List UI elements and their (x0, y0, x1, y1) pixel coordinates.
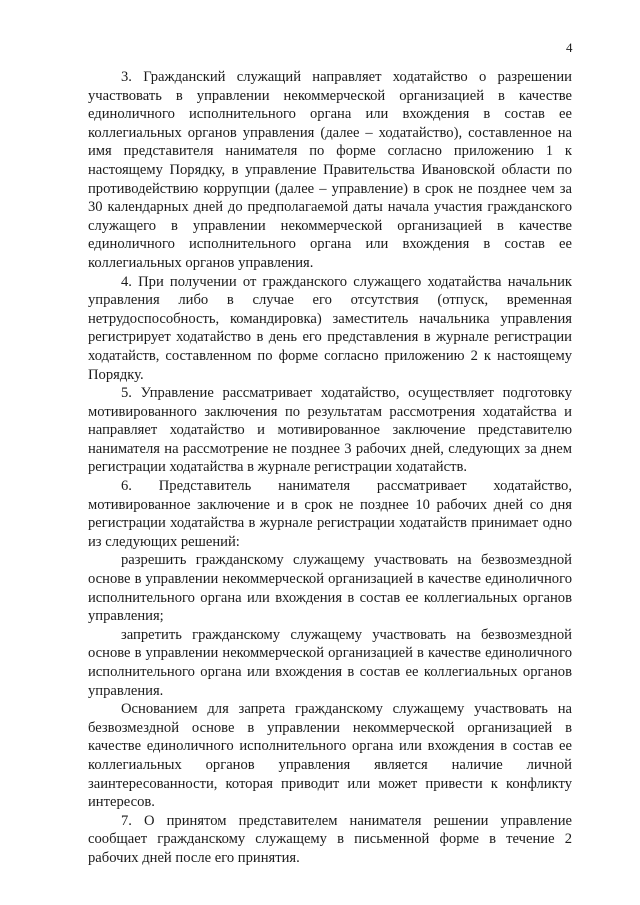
decision-option-allow: разрешить гражданскому служащему участвовать на безвозмездной основе в управлении некоммерческой организацией в качестве единоличного исполнительного органа или вхождения в состав ее коллегиальных органов управления; (88, 552, 572, 625)
paragraph-item-6: 6. Представитель нанимателя рассматривает ходатайство, мотивированное заключение и в срок не позднее 10 рабочих дней со дня регистрации ходатайства в журнале регистрации ходатайств принимает одно из следующих решений: (88, 478, 572, 550)
paragraph-item-3: 3. Гражданский служащий направляет ходатайство о разрешении участвовать в управлении некоммерческой организацией в качестве единоличного исполнительного органа или вхождения в состав ее коллегиальных органов управления (далее – ходатайство), составленное на имя представителя нанимателя по форме согласно приложению 1 к настоящему Порядку, в управление Правительства Ивановской области по противодействию коррупции (далее – управление) в срок не позднее чем за 30 календарных дней до предполагаемой даты начала участия гражданского служащего в управлении некоммерческой организацией в качестве единоличного исполнительного органа или вхождения в состав ее коллегиальных органов управления. (88, 69, 572, 271)
decision-option-deny: запретить гражданскому служащему участвовать на безвозмездной основе в управлении некоммерческой организацией в качестве единоличного исполнительного органа или вхождения в состав ее коллегиальных органов управления. (88, 626, 572, 699)
paragraph-item-4: 4. При получении от гражданского служащего ходатайства начальник управления либо в случае его отсутствия (отпуск, временная нетрудоспособность, командировка) заместитель начальника управления регистрирует ходатайство в день его представления в журнале регистрации ходатайств, составленном по форме согласно приложению 2 к настоящему Порядку. (88, 273, 572, 383)
page-number: 4 (566, 40, 573, 55)
paragraph-item-7: 7. О принятом представителем нанимателя решении управление сообщает гражданскому служащему в письменной форме в течение 2 рабочих дней после его принятия. (88, 812, 572, 866)
paragraph-item-5: 5. Управление рассматривает ходатайство, осуществляет подготовку мотивированного заключения по результатам рассмотрения ходатайства и направляет ходатайство и мотивированное заключение представителю нанимателя на рассмотрение не позднее 3 рабочих дней, следующих за днем регистрации ходатайства в журнале регистрации ходатайств. (88, 385, 572, 476)
denial-grounds-paragraph: Основанием для запрета гражданскому служащему участвовать на безвозмездной основе в управлении некоммерческой организацией в качестве единоличного исполнительного органа или вхождения в состав ее коллегиальных органов управления является наличие личной заинтересованности, которая приводит или может привести к конфликту интересов. (88, 701, 572, 811)
document-body (88, 68, 572, 868)
